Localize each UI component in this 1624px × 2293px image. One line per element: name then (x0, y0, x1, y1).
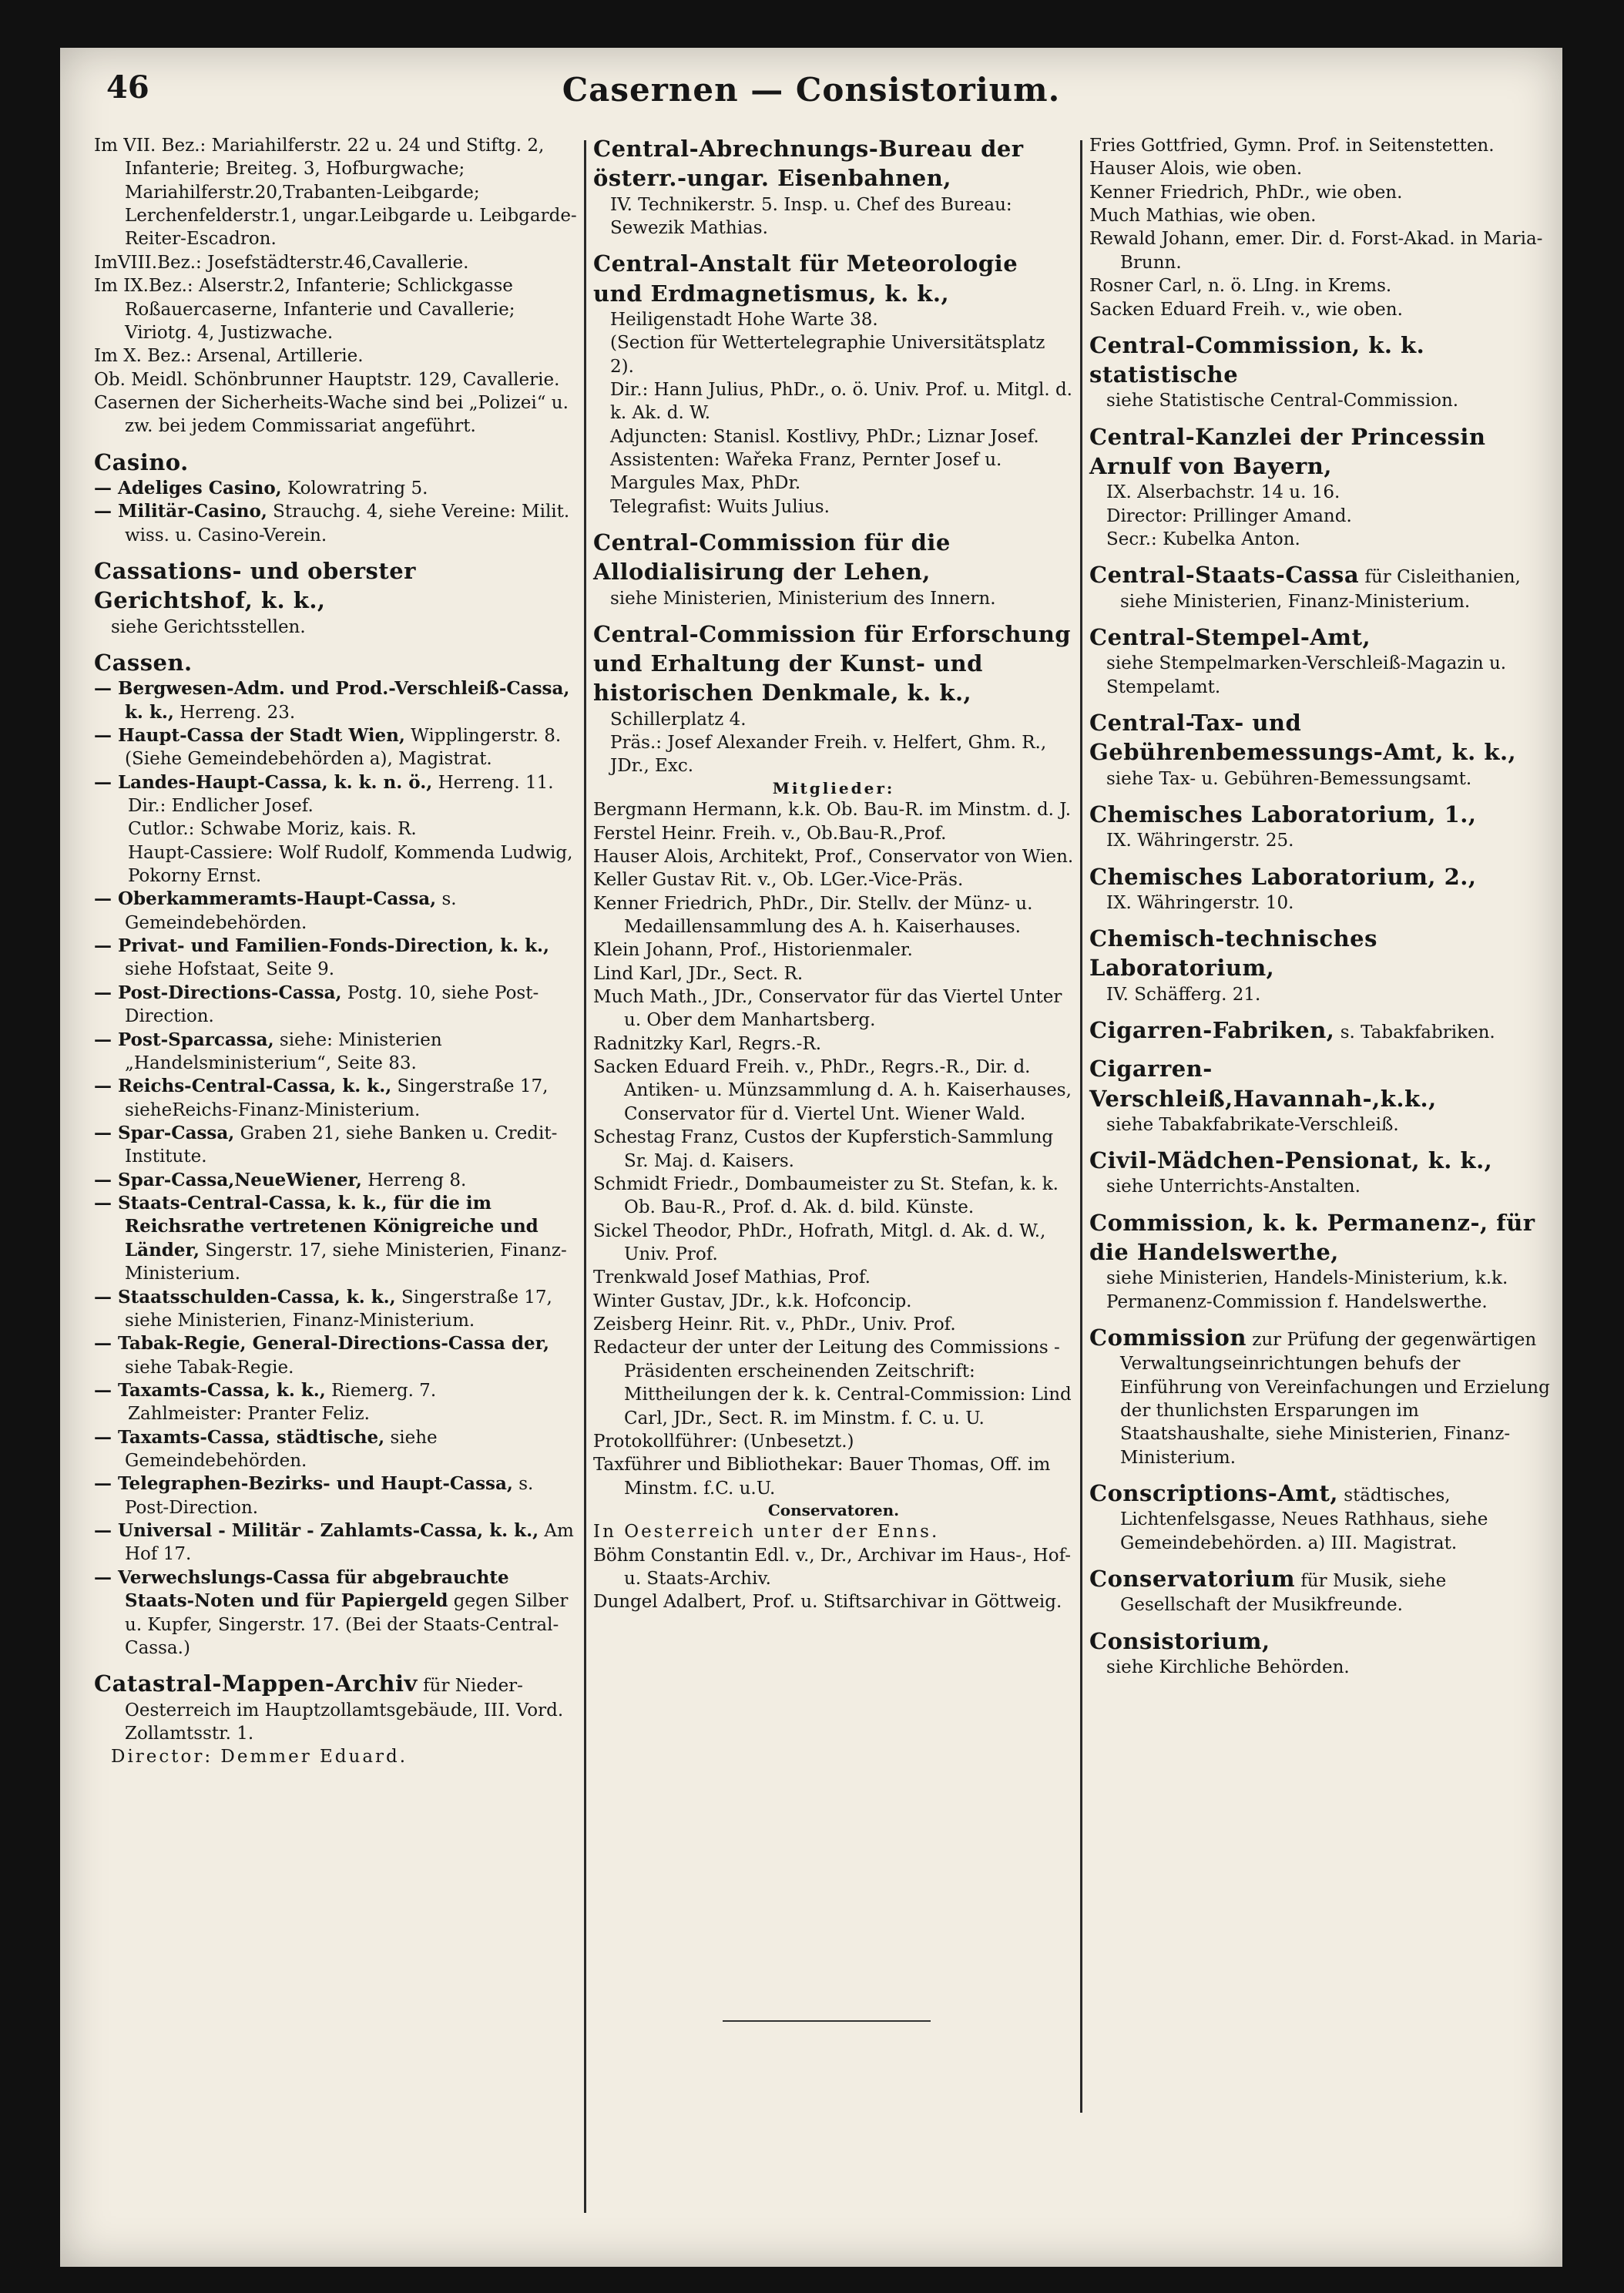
entry-text: zur Prüfung der gegenwärtigen Verwaltungseinrichtungen behufs der Einführung von Vereinfachungen und Erzielung der thunlichsten Ersparungen im Staatshaushalte, siehe Ministerien, Finanz-Ministerium. (1120, 1330, 1550, 1468)
entry-text: IX. Währingerstr. 10. (1106, 892, 1294, 913)
entry-text: Heiligenstadt Hohe Warte 38. (610, 309, 878, 330)
entry-text: siehe Tabakfabrikate-Verschleiß. (1106, 1114, 1399, 1135)
entry-heading: Cigarren-Fabriken, (1089, 1017, 1335, 1044)
entry-heading: Central-Abrechnungs-Bureau der österr.-ungar. Eisenbahnen, (593, 136, 1024, 192)
entry-name: — Haupt-Cassa der Stadt Wien, (94, 724, 405, 746)
entry-text: Wipplingerstr. 8. (Siehe Gemeindebehörden a), Magistrat. (125, 725, 562, 770)
member-line: Sacken Eduard Freih. v., PhDr., Regrs.-R., Dir. d. Antiken- u. Münzsammlung d. A. h. Kaiserhauses, Conservator für d. Viertel Unt. Wiener Wald. (593, 1057, 1072, 1124)
member-line: Lind Karl, JDr., Sect. R. (593, 963, 804, 984)
entry-text: Dir.: Endlicher Josef. (128, 795, 314, 816)
entry-text: siehe Gerichtsstellen. (111, 616, 306, 637)
entry-text: Director: Demmer Eduard. (111, 1747, 408, 1768)
entry-text: für Nieder-Oesterreich im Hauptzollamtsgebäude, III. Vord. Zollamtsstr. 1. (125, 1676, 564, 1744)
kasernen-entry (94, 134, 578, 438)
entry-line: ImVIII.Bez.: Josefstädterstr.46,Cavallerie. (94, 252, 469, 273)
entry-text: s. Post-Direction. (125, 1474, 534, 1518)
entry-text: für Musik, siehe Gesellschaft der Musikfreunde. (1120, 1571, 1447, 1616)
entry-text: Singerstraße 17, sieheReichs-Finanz-Ministerium. (125, 1076, 549, 1120)
entry-text: Assistenten: Wařeka Franz, Pernter Josef u. Margules Max, PhDr. (610, 449, 1002, 494)
kanzlei-entry (1089, 422, 1552, 552)
entry-name: — Verwechslungs-Cassa für abgebrauchte Staats-Noten und für Papiergeld (94, 1566, 509, 1612)
entry-text: Protokollführer: (Unbesetzt.) (593, 1431, 854, 1452)
entry-name: — Post-Directions-Cassa, (94, 982, 342, 1003)
entry-name: — Privat- und Familien-Fonds-Direction, k. k., (94, 935, 550, 957)
entry-text: siehe Ministerien, Handels-Ministerium, k.k. Permanenz-Commission f. Handelswerthe. (1106, 1268, 1508, 1312)
entry-heading: Central-Anstalt für Meteorologie und Erdmagnetismus, k. k., (593, 250, 1018, 307)
entry-heading: Chemisches Laboratorium, 2., (1089, 863, 1477, 890)
abrechnungs-entry (593, 134, 1074, 240)
entry-text: Am Hof 17. (125, 1521, 574, 1565)
entry-text: städtisches, Lichtenfelsgasse, Neues Rathhaus, siehe Gemeindebehörden. a) III. Magistrat. (1120, 1486, 1488, 1553)
entry-name: — Adeliges Casino, (94, 477, 282, 499)
entry-heading: Chemisches Laboratorium, 1., (1089, 801, 1477, 828)
entry-text: siehe Statistische Central-Commission. (1106, 391, 1459, 411)
entry-text: Kolowratring 5. (287, 478, 428, 499)
conscriptions-entry (1089, 1479, 1552, 1555)
entry-heading: Central-Stempel-Amt, (1089, 624, 1371, 650)
cigarren-entry (1089, 1016, 1552, 1045)
entry-heading: Cigarren-Verschleiß,Havannah-,k.k., (1089, 1056, 1437, 1112)
kataster-entry (94, 1669, 578, 1768)
entry-text: Secr.: Kubelka Anton. (1106, 529, 1300, 550)
entry-name: — Taxamts-Cassa, k. k., (94, 1379, 326, 1401)
entry-text: siehe Gemeindebehörden. (125, 1427, 438, 1472)
entry-name: — Reichs-Central-Cassa, k. k., (94, 1076, 392, 1097)
tax-entry (1089, 708, 1552, 791)
member-line: Zeisberg Heinr. Rit. v., PhDr., Univ. Prof. (593, 1314, 956, 1335)
civil-entry (1089, 1146, 1552, 1199)
entry-text: Dir.: Hann Julius, PhDr., o. ö. Univ. Prof. u. Mitgl. d. k. Ak. d. W. (610, 379, 1072, 424)
footer-rule (723, 2020, 931, 2022)
member-line: Sickel Theodor, PhDr., Hofrath, Mitgl. d. Ak. d. W., Univ. Prof. (593, 1220, 1046, 1264)
entry-line: Im X. Bez.: Arsenal, Artillerie. (94, 346, 364, 367)
member-line: Radnitzky Karl, Regrs.-R. (593, 1033, 822, 1054)
member-line: Trenkwald Josef Mathias, Prof. (593, 1267, 871, 1288)
entry-heading: Central-Commission für die Allodialisirung der Lehen, (593, 529, 951, 586)
entry-heading: Central-Tax- und Gebührenbemessungs-Amt, k. k., (1089, 709, 1517, 766)
member-line: Winter Gustav, JDr., k.k. Hofconcip. (593, 1291, 912, 1311)
entry-text: Riemerg. 7. (331, 1380, 437, 1401)
chem2-entry (1089, 862, 1552, 915)
staats-cassa-entry (1089, 560, 1552, 613)
entry-heading: Central-Commission für Erforschung und Erhaltung der Kunst- und historischen Denkmale, k. k., (593, 620, 1072, 707)
entry-text: (Section für Wettertelegraphie Universitätsplatz 2). (610, 333, 1045, 377)
cigarren-verschleiss-entry (1089, 1054, 1552, 1136)
entry-text: IV. Technikerstr. 5. Insp. u. Chef des Bureau: Sewezik Mathias. (610, 194, 1012, 238)
entry-text: Telegrafist: Wuits Julius. (610, 496, 830, 517)
conservatoren-continued (1089, 134, 1552, 321)
member-line: Sacken Eduard Freih. v., wie oben. (1089, 299, 1403, 320)
entry-heading: Casino. (94, 448, 189, 475)
entry-heading: Central-Commission, k. k. statistische (1089, 331, 1425, 388)
entry-name: — Spar-Cassa, (94, 1123, 235, 1143)
member-line: Kenner Friedrich, PhDr., Dir. Stellv. der Münz- u. Medaillensammlung des A. h. Kaiserhauses. (593, 893, 1033, 937)
column-divider (584, 140, 586, 2213)
entry-text: IX. Alserbachstr. 14 u. 16. (1106, 482, 1340, 503)
entry-text: Herreng. 11. (438, 772, 554, 793)
entry-heading: Cassen. (94, 649, 193, 676)
member-line: Much Math., JDr., Conservator für das Viertel Unter u. Ober dem Manhartsberg. (593, 987, 1062, 1031)
entry-text: siehe Tax- u. Gebühren-Bemessungsamt. (1106, 768, 1472, 789)
member-line: Hauser Alois, Architekt, Prof., Conservator von Wien. (593, 846, 1074, 867)
entry-name: — Telegraphen-Bezirks- und Haupt-Cassa, (94, 1473, 513, 1495)
entry-name: — Spar-Cassa,NeueWiener, (94, 1169, 362, 1190)
entry-line: Im IX.Bez.: Alserstr.2, Infanterie; Schlickgasse Roßauercaserne, Infanterie und Cavallerie; Viriotg. 4, Justizwache. (94, 276, 515, 343)
entry-text: Herreng 8. (367, 1170, 467, 1190)
entry-text: Strauchg. 4, siehe Vereine: Milit. wiss. u. Casino-Verein. (125, 502, 570, 546)
entry-text: siehe Unterrichts-Anstalten. (1106, 1177, 1361, 1197)
entry-text: siehe Stempelmarken-Verschleiß-Magazin u. Stempelamt. (1106, 653, 1507, 697)
entry-name: — Post-Sparcassa, (94, 1029, 274, 1050)
entry-text: In Oesterreich unter der Enns. (593, 1522, 940, 1543)
entry-heading: Central-Staats-Cassa (1089, 562, 1360, 589)
entry-line: Im VII. Bez.: Mariahilferstr. 22 u. 24 und Stiftg. 2, Infanterie; Breiteg. 3, Hofburgwache; Mariahilferstr.20,Trabanten-Leibgarde; Lerchenfelderstr.1, ungar.Leibgarde u. Leibgarde-Reiter-Escadron. (94, 136, 577, 250)
entry-text: siehe Kirchliche Behörden. (1106, 1657, 1350, 1677)
chem1-entry (1089, 800, 1552, 853)
member-line: Hauser Alois, wie oben. (1089, 159, 1303, 180)
entry-text: IX. Währingerstr. 25. (1106, 831, 1294, 851)
subsection-heading: Mitglieder: (772, 778, 895, 797)
member-line: Bergmann Hermann, k.k. Ob. Bau-R. im Minstm. d. J. (593, 800, 1072, 821)
entry-text: IV. Schäfferg. 21. (1106, 984, 1261, 1005)
column-left (94, 134, 578, 2221)
entry-text: Singerstraße 17, siehe Ministerien, Finanz-Ministerium. (125, 1287, 552, 1331)
entry-text: siehe Ministerien, Ministerium des Innern. (610, 588, 996, 609)
cassation-entry (94, 556, 578, 639)
meteorologie-entry (593, 249, 1074, 519)
entry-text: Redacteur der unter der Leitung des Commissions - Präsidenten erscheinenden Zeitschrift: Mittheilungen der k. k. Central-Commission: Lind Carl, JDr., Sect. R. im Minstm. f. C. u. U. (593, 1338, 1072, 1429)
member-line: Schestag Franz, Custos der Kupferstich-Sammlung Sr. Maj. d. Kaisers. (593, 1127, 1054, 1171)
member-line: Fries Gottfried, Gymn. Prof. in Seitenstetten. (1089, 136, 1495, 156)
denkmale-entry (593, 619, 1074, 1614)
entry-text: s. Tabakfabriken. (1340, 1022, 1495, 1043)
entry-text: Haupt-Cassiere: Wolf Rudolf, Kommenda Ludwig, Pokorny Ernst. (128, 842, 573, 887)
stempel-entry (1089, 623, 1552, 699)
column-middle (593, 134, 1074, 2221)
entry-heading: Central-Kanzlei der Princessin Arnulf von Bayern, (1089, 423, 1486, 480)
entry-text: Zahlmeister: Pranter Feliz. (128, 1404, 370, 1425)
entry-text: siehe: Ministerien „Handelsministerium“, Seite 83. (125, 1029, 442, 1073)
entry-name: — Bergwesen-Adm. und Prod.-Verschleiß-Cassa, k. k., (94, 678, 570, 723)
page-number: 46 (106, 69, 149, 106)
entry-text: Director: Prillinger Amand. (1106, 505, 1352, 526)
entry-heading: Commission, k. k. Permanenz-, für die Handelswerthe, (1089, 1209, 1535, 1266)
entry-text: Graben 21, siehe Banken u. Credit-Institute. (125, 1123, 558, 1167)
document-page (60, 48, 1562, 2267)
entry-heading: Conscriptions-Amt, (1089, 1480, 1338, 1507)
member-line: Böhm Constantin Edl. v., Dr., Archivar im Haus-, Hof- u. Staats-Archiv. (593, 1545, 1072, 1590)
member-line: Dungel Adalbert, Prof. u. Stiftsarchivar in Göttweig. (593, 1592, 1062, 1613)
running-head: Casernen — Consistorium. (562, 71, 1061, 109)
entry-text: Schillerplatz 4. (610, 709, 747, 730)
column-divider (1080, 140, 1082, 2113)
entry-heading: Commission (1089, 1324, 1247, 1351)
entry-text: Präs.: Josef Alexander Freih. v. Helfert, Ghm. R., JDr., Exc. (610, 733, 1047, 777)
member-line: Rewald Johann, emer. Dir. d. Forst-Akad. in Maria-Brunn. (1089, 229, 1543, 273)
entry-heading: Civil-Mädchen-Pensionat, k. k., (1089, 1147, 1493, 1174)
entry-text: Adjuncten: Stanisl. Kostlivy, PhDr.; Liznar Josef. (610, 426, 1039, 447)
cassen-entry (94, 648, 578, 1660)
entry-text: Postg. 10, siehe Post-Direction. (125, 982, 539, 1027)
member-line: Ferstel Heinr. Freih. v., Ob.Bau-R.,Prof. (593, 823, 947, 844)
entry-text: Taxführer und Bibliothekar: Bauer Thomas, Off. im Minstm. f.C. u.U. (593, 1455, 1051, 1499)
entry-text: gegen Silber u. Kupfer, Singerstr. 17. (Bei der Staats-Central-Cassa.) (125, 1591, 569, 1658)
member-line: Rosner Carl, n. ö. LIng. in Krems. (1089, 276, 1392, 297)
member-line: Schmidt Friedr., Dombaumeister zu St. Stefan, k. k. Ob. Bau-R., Prof. d. Ak. d. bild. Künste. (593, 1173, 1059, 1218)
commission-entry (1089, 1208, 1552, 1314)
entry-name: — Militär-Casino, (94, 501, 267, 522)
entry-text: s. Gemeindebehörden. (125, 889, 457, 933)
entry-name: — Tabak-Regie, General-Directions-Cassa der, (94, 1333, 550, 1355)
entry-text: siehe Hofstaat, Seite 9. (125, 959, 335, 980)
statistische-entry (1089, 331, 1552, 413)
entry-heading: Catastral-Mappen-Archiv (94, 1670, 418, 1697)
entry-heading: Conservatorium (1089, 1566, 1296, 1593)
entry-text: Singerstr. 17, siehe Ministerien, Finanz-Ministerium. (125, 1240, 567, 1284)
column-right (1089, 134, 1552, 2221)
allodialisirung-entry (593, 528, 1074, 610)
entry-name: — Landes-Haupt-Cassa, k. k. n. ö., (94, 771, 433, 793)
entry-heading: Chemisch-technisches Laboratorium, (1089, 925, 1377, 982)
entry-name: — Staats-Central-Cassa, k. k., für die im Reichsrathe vertretenen Königreiche und Länder, (94, 1193, 539, 1261)
member-line: Klein Johann, Prof., Historienmaler. (593, 940, 913, 961)
entry-text: Cutlor.: Schwabe Moriz, kais. R. (128, 819, 417, 840)
entry-heading: Cassations- und oberster Gerichtshof, k. k., (94, 558, 416, 614)
entry-text: Herreng. 23. (180, 702, 296, 723)
consistorium-entry (1089, 1627, 1552, 1680)
entry-name: — Taxamts-Cassa, städtische, (94, 1426, 385, 1448)
entry-name: — Universal - Militär - Zahlamts-Cassa, k. k., (94, 1520, 539, 1542)
entry-line: Ob. Meidl. Schönbrunner Hauptstr. 129, Cavallerie. (94, 369, 560, 390)
entry-name: — Oberkammeramts-Haupt-Cassa, (94, 888, 437, 910)
conservatorium-entry (1089, 1564, 1552, 1617)
entry-text: siehe Tabak-Regie. (125, 1357, 294, 1378)
casino-entry (94, 448, 578, 547)
entry-heading: Consistorium, (1089, 1627, 1270, 1654)
entry-line: Casernen der Sicherheits-Wache sind bei „Polizei“ u. zw. bei jedem Commissariat angeführt. (94, 392, 569, 437)
member-line: Much Mathias, wie oben. (1089, 206, 1317, 227)
entry-name: — Staatsschulden-Cassa, k. k., (94, 1286, 396, 1308)
subsection-heading: Conservatoren. (767, 1500, 900, 1519)
member-line: Kenner Friedrich, PhDr., wie oben. (1089, 182, 1403, 203)
member-line: Keller Gustav Rit. v., Ob. LGer.-Vice-Präs. (593, 870, 964, 891)
entry-text: für Cisleithanien, siehe Ministerien, Finanz-Ministerium. (1120, 567, 1521, 612)
chemtech-entry (1089, 924, 1552, 1006)
commission-2-entry (1089, 1323, 1552, 1469)
